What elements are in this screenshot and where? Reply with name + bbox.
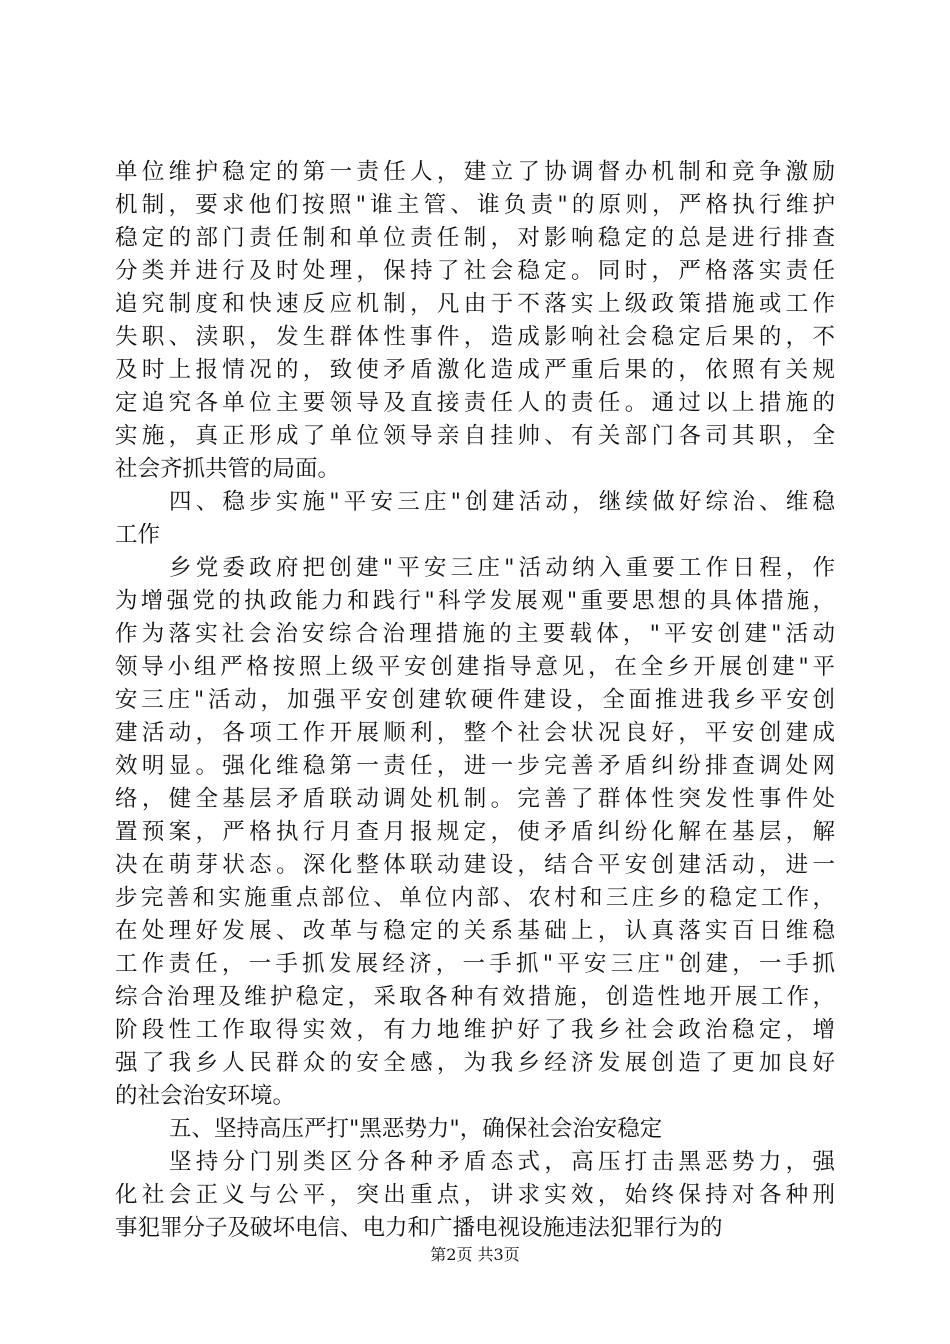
text-line: 阶段性工作取得实效，有力地维护好了我乡社会政治稳定，增 bbox=[115, 1017, 835, 1043]
text-line: 效明显。强化维稳第一责任，进一步完善矛盾纠纷排查调处网 bbox=[115, 753, 835, 779]
text-line: 的社会治安环境。 bbox=[115, 1083, 296, 1109]
text-line: 失职、渎职，发生群体性事件，造成影响社会稳定后果的，不 bbox=[115, 324, 835, 350]
text-line: 机制，要求他们按照"谁主管、谁负责"的原则，严格执行维护 bbox=[115, 192, 835, 218]
text-line: 稳定的部门责任制和单位责任制，对影响稳定的总是进行排查 bbox=[115, 225, 835, 251]
page-footer: 第2页 共3页 bbox=[430, 1245, 520, 1264]
text-line: 置预案，严格执行月查月报规定，使矛盾纠纷化解在基层，解 bbox=[115, 819, 835, 845]
paragraph-p3 bbox=[115, 1146, 835, 1245]
text-line: 定追究各单位主要领导及直接责任人的责任。通过以上措施的 bbox=[115, 390, 835, 416]
text-line: 分类并进行及时处理，保持了社会稳定。同时，严格落实责任 bbox=[115, 258, 835, 284]
text-line: 坚持分门别类区分各种矛盾态式，高压打击黑恶势力，强 bbox=[169, 1149, 835, 1175]
paragraph-p1 bbox=[115, 156, 835, 486]
text-line: 乡党委政府把创建"平安三庄"活动纳入重要工作日程，作 bbox=[169, 555, 835, 581]
document-body bbox=[115, 156, 835, 1245]
text-line: 实施，真正形成了单位领导亲自挂帅、有关部门各司其职，全 bbox=[115, 423, 835, 449]
text-line: 在处理好发展、改革与稳定的关系基础上，认真落实百日维稳 bbox=[115, 918, 835, 944]
text-line: 络，健全基层矛盾联动调处机制。完善了群体性突发性事件处 bbox=[115, 786, 835, 812]
text-line: 单位维护稳定的第一责任人，建立了协调督办机制和竞争激励 bbox=[115, 159, 835, 185]
paragraph-p2 bbox=[115, 552, 835, 1113]
text-line: 强了我乡人民群众的安全感，为我乡经济发展创造了更加良好 bbox=[115, 1050, 835, 1076]
text-line: 四、稳步实施"平安三庄"创建活动，继续做好综治、维稳 bbox=[169, 489, 835, 515]
text-line: 为增强党的执政能力和践行"科学发展观"重要思想的具体措施， bbox=[115, 588, 835, 614]
text-line: 作为落实社会治安综合治理措施的主要载体，"平安创建"活动 bbox=[115, 621, 835, 647]
text-line: 综合治理及维护稳定，采取各种有效措施，创造性地开展工作， bbox=[115, 984, 835, 1010]
text-line: 及时上报情况的，致使矛盾激化造成严重后果的，依照有关规 bbox=[115, 357, 835, 383]
text-line: 五、坚持高压严打"黑恶势力"，确保社会治安稳定 bbox=[169, 1116, 663, 1142]
text-line: 追究制度和快速反应机制，凡由于不落实上级政策措施或工作 bbox=[115, 291, 835, 317]
text-line: 化社会正义与公平，突出重点，讲求实效，始终保持对各种刑 bbox=[115, 1182, 835, 1208]
text-line: 工作 bbox=[115, 522, 161, 548]
text-line: 事犯罪分子及破坏电信、电力和广播电视设施违法犯罪行为的 bbox=[115, 1215, 723, 1241]
text-line: 工作责任，一手抓发展经济，一手抓"平安三庄"创建，一手抓 bbox=[115, 951, 835, 977]
paragraph-h4 bbox=[115, 486, 835, 552]
text-line: 决在萌芽状态。深化整体联动建设，结合平安创建活动，进一 bbox=[115, 852, 835, 878]
paragraph-h5 bbox=[115, 1113, 835, 1146]
text-line: 领导小组严格按照上级平安创建指导意见，在全乡开展创建"平 bbox=[115, 654, 835, 680]
text-line: 社会齐抓共管的局面。 bbox=[115, 456, 341, 482]
text-line: 步完善和实施重点部位、单位内部、农村和三庄乡的稳定工作， bbox=[115, 885, 835, 911]
text-line: 安三庄"活动，加强平安创建软硬件建设，全面推进我乡平安创 bbox=[115, 687, 835, 713]
text-line: 建活动，各项工作开展顺利，整个社会状况良好，平安创建成 bbox=[115, 720, 835, 746]
